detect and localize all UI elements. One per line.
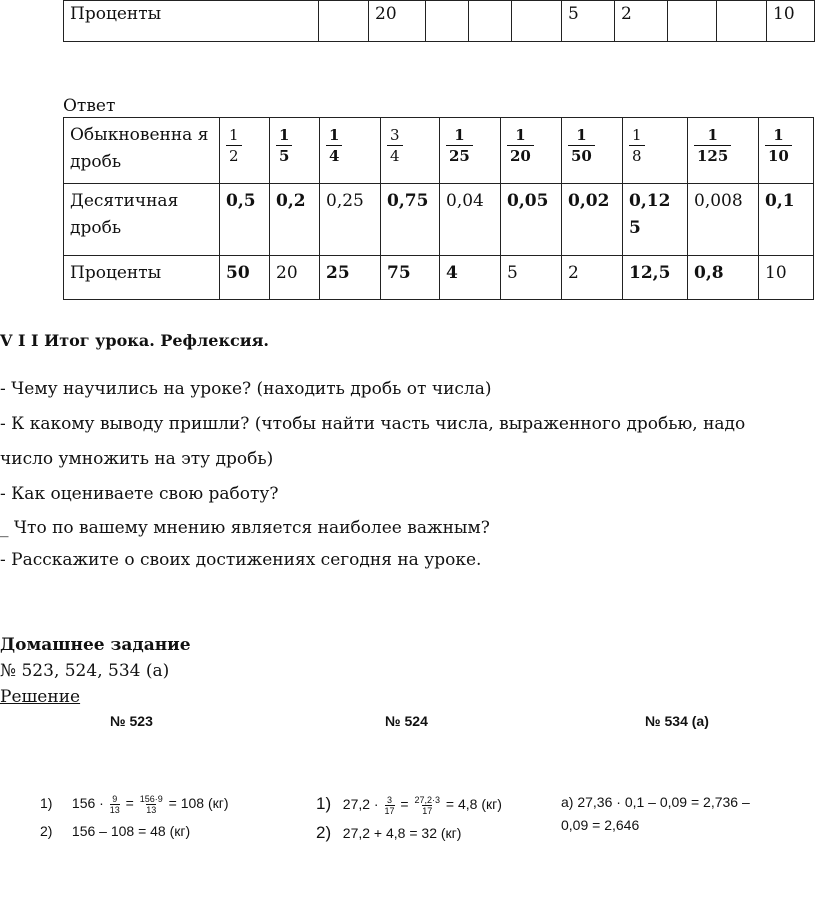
fraction-cell (759, 118, 814, 184)
percent-cell: 12,5 (623, 256, 688, 300)
table-cell (668, 1, 717, 42)
table-cell (426, 1, 469, 42)
table-cell: 2 (615, 1, 668, 42)
table-cell (512, 1, 562, 42)
decimal-cell: 0,05 (501, 184, 562, 256)
task-heading: № 524 (385, 713, 428, 729)
decimal-cell: 0,75 (381, 184, 440, 256)
solution-523-line1: 1) 156 · $\frac{9}{13}$ = $\frac{156\cdot 9}{13}$ = 108 (кг) (40, 794, 229, 815)
solution-534-line2: 0,09 = 2,646 (561, 817, 640, 833)
solution-524-line2: 2) 27,2 + 4,8 = 32 (кг) (316, 823, 462, 842)
percent-cell: 2 (562, 256, 623, 300)
fraction-cell (562, 118, 623, 184)
fraction: $\frac{1}{5}$ (276, 125, 292, 166)
table-row (64, 1, 815, 42)
homework-title: Домашнее задание (0, 635, 191, 655)
percent-cell: 4 (440, 256, 501, 300)
decimal-cell: 0,125 (623, 184, 688, 256)
reflection-line: число умножить на эту дробь) (0, 449, 274, 469)
decimal-cell: 0,5 (220, 184, 270, 256)
table-cell: 10 (767, 1, 815, 42)
row-label: Десятичная дробь (64, 184, 220, 256)
decimal-cell: 0,02 (562, 184, 623, 256)
decimal-cell: 0,04 (440, 184, 501, 256)
fraction: $\frac{27,2\cdot 3}{17}$ (414, 794, 441, 816)
table-cell: 5 (562, 1, 615, 42)
task-heading: № 523 (110, 713, 153, 729)
reflection-line: - Чему научились на уроке? (находить дробь от числа) (0, 379, 492, 399)
fraction-cell (320, 118, 381, 184)
fraction-cell (623, 118, 688, 184)
fraction: $\frac{3}{17}$ (384, 794, 395, 816)
fraction: $\frac{1}{8}$ (629, 125, 645, 166)
percent-cell: 5 (501, 256, 562, 300)
fraction-cell (220, 118, 270, 184)
reflection-line: - К какому выводу пришли? (чтобы найти часть числа, выраженного дробью, надо (0, 414, 746, 434)
decimal-cell: 0,2 (270, 184, 320, 256)
percent-table-top (63, 0, 815, 42)
row-label: Проценты (64, 1, 319, 42)
solution-523-line2: 2) 156 – 108 = 48 (кг) (40, 823, 191, 839)
reflection-line: _ Что по вашему мнению является наиболее важным? (0, 518, 490, 538)
fraction: $\frac{1}{2}$ (226, 125, 242, 166)
percent-cell: 10 (759, 256, 814, 300)
fraction-cell (501, 118, 562, 184)
fraction: $\frac{1}{10}$ (765, 125, 792, 166)
table-cell: 20 (369, 1, 426, 42)
fraction-cell (440, 118, 501, 184)
decimal-cell: 0,008 (688, 184, 759, 256)
decimal-cell: 0,1 (759, 184, 814, 256)
table-cell (717, 1, 767, 42)
fraction: $\frac{1}{125}$ (694, 125, 731, 166)
task-heading: № 534 (а) (645, 713, 709, 729)
fraction-cell (688, 118, 759, 184)
fraction: $\frac{1}{20}$ (507, 125, 534, 166)
percent-cell: 20 (270, 256, 320, 300)
fraction-cell (381, 118, 440, 184)
percent-cell: 75 (381, 256, 440, 300)
table-row (64, 184, 814, 256)
decimal-cell: 0,25 (320, 184, 381, 256)
table-row (64, 256, 814, 300)
fraction-cell (270, 118, 320, 184)
solution-534-line1: а) 27,36 · 0,1 – 0,09 = 2,736 – (561, 794, 750, 810)
table-cell (319, 1, 369, 42)
percent-cell: 25 (320, 256, 381, 300)
answer-label: Ответ (63, 96, 116, 116)
solution-524-line1: 1) 27,2 · $\frac{3}{17}$ = $\frac{27,2\cdot 3}{17}$ = 4,8 (кг) (316, 794, 502, 816)
fraction: $\frac{1}{50}$ (568, 125, 595, 166)
reflection-line: - Расскажите о своих достижениях сегодня на уроке. (0, 550, 482, 570)
table-cell (469, 1, 512, 42)
percent-cell: 50 (220, 256, 270, 300)
fraction: $\frac{156\cdot 9}{13}$ (139, 794, 163, 815)
reflection-line: - Как оцениваете свою работу? (0, 484, 279, 504)
section-title: V I I Итог урока. Рефлексия. (0, 331, 269, 350)
fraction: $\frac{1}{4}$ (326, 125, 342, 166)
answer-table (63, 117, 814, 300)
row-label: Проценты (64, 256, 220, 300)
row-label: Обыкновенна я дробь (64, 118, 220, 184)
homework-tasks: № 523, 524, 534 (а) (0, 661, 170, 681)
solution-label: Решение (0, 687, 81, 707)
fraction: $\frac{9}{13}$ (109, 794, 120, 815)
table-row (64, 118, 814, 184)
percent-cell: 0,8 (688, 256, 759, 300)
fraction: $\frac{1}{25}$ (446, 125, 473, 166)
fraction: $\frac{3}{4}$ (387, 125, 403, 166)
